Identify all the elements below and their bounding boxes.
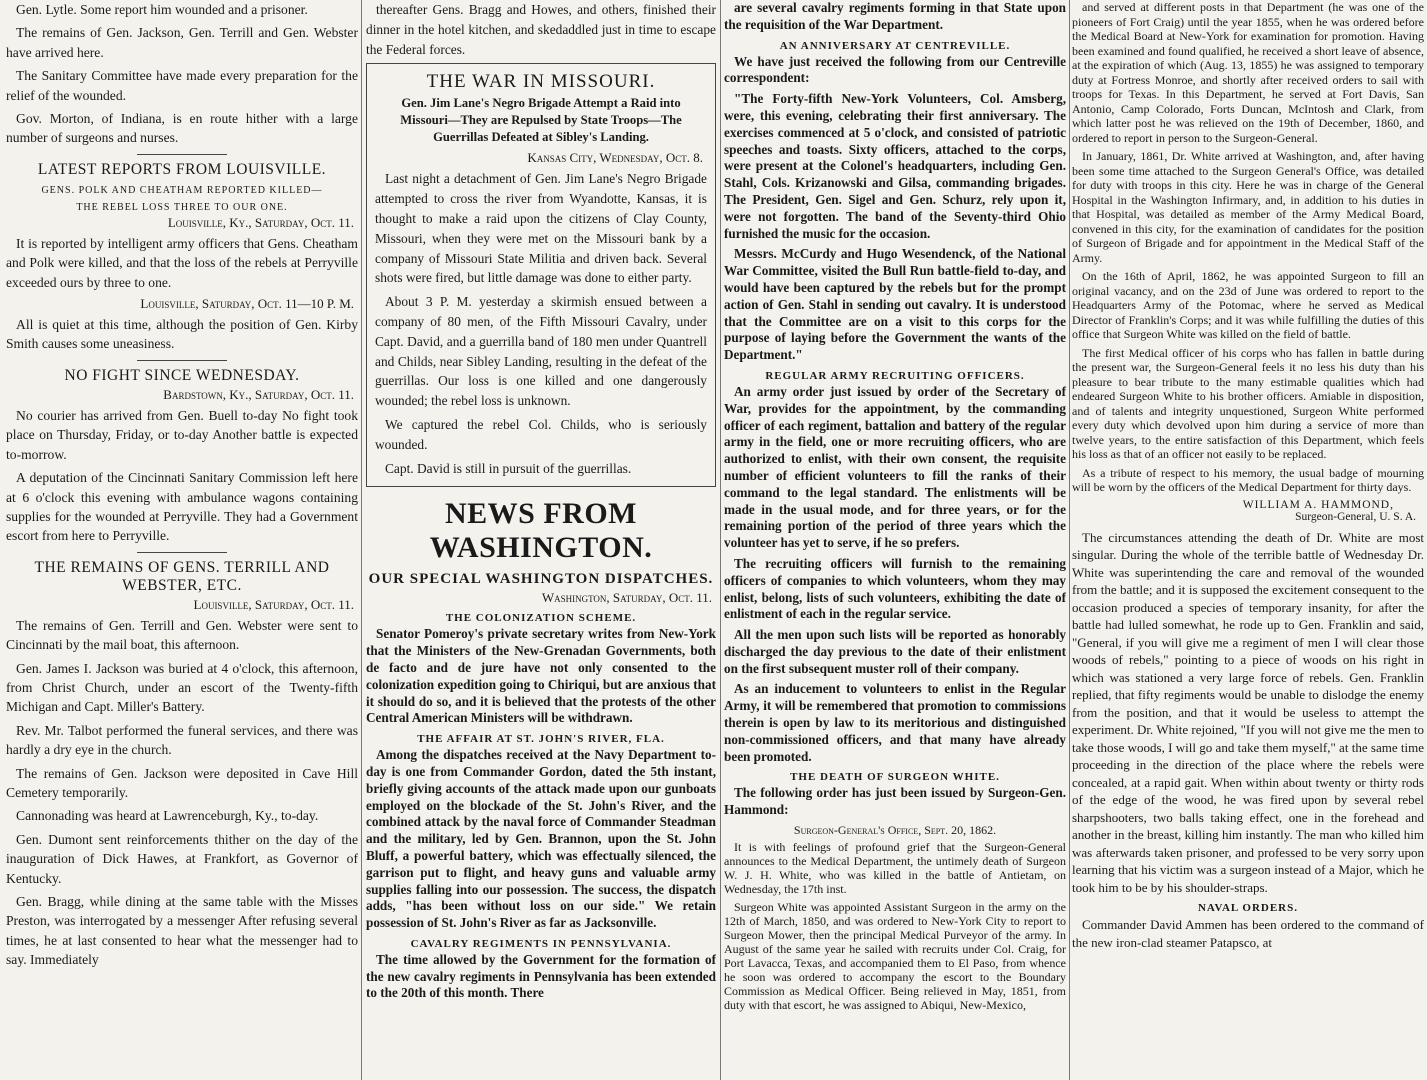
paragraph: Capt. David is still in pursuit of the guerrillas. [385,460,632,476]
paragraph: are several cavalry regiments forming in that State upon the requisition of the War Department. [724,0,1066,32]
paragraph: Messrs. McCurdy and Hugo Wesendenck, of the National War Committee, visited the Bull Run battle-field to-day, and would have been captured by the rebels but for the prompt action of Gen. Stahl in sending out cavalry. It is understood that the Committee are on a visit to this corps for the purpose of laying before the Government the wants of the Department." [724,246,1066,363]
paragraph: An army order just issued by order of the Secretary of War, provides for the appointment, by the commanding officer of each regiment, battalion and battery of the regular army in the field, one or more recruiting officers, who are authorized to enlist, with their own consent, the requisite number of efficient volunteers to fill the ranks of their command to the legal standard. The enlistments will be made in the usual mode, and for three years, or for the remaining portion of the period of three years which the volunteer has yet to serve, if he so prefers. [724,383,1066,551]
paragraph: Gov. Morton, of Indiana, is en route hither with a large number of surgeons and nurses. [6,111,358,146]
column-2 [366,0,716,1080]
paragraph: On the 16th of April, 1862, he was appointed Surgeon to fill an original vacancy, and on the 23d of June was ordered to report to the Headquarters Army of the Potomac, where he served as Medical Director of Franklin's Corps; and it was while fulfilling the duties of this office that Surgeon White was killed on the field of battle. [1072,269,1424,341]
column-rule [361,0,362,1080]
subhead-special-dispatches: OUR SPECIAL WASHINGTON DISPATCHES. [368,571,714,588]
divider [137,154,227,155]
paragraph: In January, 1861, Dr. White arrived at Washington, and, after having been some time attached to the Surgeon General's Office, was detailed for duty with troops in this city. Here he was in charge of the General Hospital in the Washington Infirmary, and, in addition to his duties in that Hospital, was detailed as member of the Army Medical Board, convened in this city, for the examination of candidates for the position of Surgeon of Brigade and for appointment in the Medical Staff of the Army. [1072,149,1424,265]
paragraph: Cannonading was heard at Lawrenceburgh, Ky., to-day. [16,808,319,824]
paragraph: We have just received the following from our Centreville correspondent: [724,53,1066,86]
dateline: Washington, Saturday, Oct. 11. [541,590,712,606]
headline-war-in-missouri: THE WAR IN MISSOURI. [426,71,656,93]
paragraph: Gen. Dumont sent reinforcements thither on the day of the inauguration of Dick Hawes, at Frankfort, as Governor of Kentucky. [6,831,358,886]
subhead-anniversary: AN ANNIVERSARY AT CENTREVILLE. [779,39,1011,52]
subhead: GENS. POLK AND CHEATHAM REPORTED KILLED— [41,184,323,196]
paragraph: As an inducement to volunteers to enlist in the Regular Army, it will be remembered that promotion to commissions therein is open by law to its meritorious and distinguished non-commissioned officers, and that many have already been promoted. [724,681,1066,764]
dateline: Louisville, Saturday, Oct. 11—10 P. M. [140,296,354,312]
paragraph: The recruiting officers will furnish to the remaining officers of companies to which volunteers, whom they may enlist, belong, lists of such volunteers, exhibiting the date of enlistment of each in the regular service. [724,555,1066,622]
subhead-deck: Gen. Jim Lane's Negro Brigade Attempt a Raid into Missouri—They are Repulsed by State Troops—The Guerrillas Defeated at Sibley's Landing. [400,96,682,145]
column-4 [1072,0,1424,1080]
paragraph: It is with feelings of profound grief that the Surgeon-General announces to the Medical Department, the untimely death of Surgeon W. J. H. White, who was killed in the battle of Antietam, on Wednesday, the 17th inst. [724,840,1066,897]
paragraph: A deputation of the Cincinnati Sanitary Commission left here at 6 o'clock this evening with ambulance wagons containing supplies for the wounded at Perryville. They had a Government escort from here to Perryville. [6,470,358,544]
paragraph: "The Forty-fifth New-York Volunteers, Col. Amsberg, were, this evening, celebrating their first anniversary. The exercises commenced at 5 o'clock, and consisted of patriotic speeches and toasts. Sixty officers, attached to the corps, were present at the Colonel's headquarters, including Gen. Stahl, Cols. Krizanowski and Gilsa, commanding brigades. The President, Gen. Sigel and Gen. Schurz, rely upon it, were not forgotten. The band of the Seventy-third Ohio furnished the music for the occasion. [724,91,1066,241]
paragraph: The remains of Gen. Jackson were deposited in Cave Hill Cemetery temporarily. [6,765,358,800]
headline-news-from-washington: NEWS FROM WASHINGTON. [429,497,653,565]
missouri-article-box [366,63,716,487]
subhead-naval-orders: NAVAL ORDERS. [1197,902,1298,914]
paragraph: Surgeon White was appointed Assistant Surgeon in the army on the 12th of March, 1850, and was ordered to New-York City to report to Surgeon Mower, then the principal Medical Purveyor of the army. In August of the same year he sailed with recruits under Col. Craig, for Port Lavacca, Texas, and accompanied them to El Paso, from whence he soon was ordered to accompany the escort to the Boundary Commission as Medical Officer. Being relieved in May, 1851, from duty with that escort, he was assigned to Abiqui, New-Mexico, [724,900,1066,1013]
divider [137,360,227,361]
paragraph: Senator Pomeroy's private secretary writes from New-York that the Ministers of the New-Grenadan Governments, both de facto and de jure have not only consented to the colonization expedition going to Chiriqui, but are anxious that it should do so, and it is believed that the protests of the other Central American Ministers will be withdrawn. [366,626,716,726]
paragraph: About 3 P. M. yesterday a skirmish ensued between a company of 80 men, of the Fifth Missouri Cavalry, under Capt. David, and a guerrilla band of 180 men under Quantrell and Childs, near Sibley Landing, resulting in the defeat of the guerrillas. Our loss is one killed and one dangerously wounded; the rebel loss is unknown. [375,294,707,409]
paragraph: Gen. James I. Jackson was buried at 4 o'clock, this afternoon, from Christ Church, under an escort of the Twenty-fifth Michigan and Capt. Miller's Battery. [6,660,358,715]
paragraph: Commander David Ammen has been ordered to the command of the new iron-clad steamer Patapsco, at [1072,917,1424,950]
column-rule [1069,0,1070,1080]
dateline: Louisville, Saturday, Oct. 11. [193,596,354,612]
dateline: Kansas City, Wednesday, Oct. 8. [527,150,703,166]
column-3 [724,0,1066,1080]
paragraph: Last night a detachment of Gen. Jim Lane's Negro Brigade attempted to cross the river from Wyandotte, Kansas, it is thought to make a raid upon the citizens of Clay County, Missouri, when they were met on the Missouri bank by a company of Missouri State Militia and driven back. Several shots were fired, but little damage was done to either party. [375,171,707,286]
signature-name: WILLIAM A. HAMMOND, [1242,498,1394,511]
signature-title: Surgeon-General, U. S. A. [1295,510,1416,523]
headline-remains: THE REMAINS OF GENS. TERRILL AND WEBSTER, ETC. [34,558,330,594]
paragraph: Gen. Bragg, while dining at the same table with the Misses Preston, was interrogated by a messenger After refusing several times, he at last consented to hear what the messenger had to say. Immediately [6,894,358,968]
subhead-cavalry: CAVALRY REGIMENTS IN PENNSYLVANIA. [410,937,672,950]
paragraph: thereafter Gens. Bragg and Howes, and others, finished their dinner in the hotel kitchen, and skedaddled just in time to escape the Federal forces. [366,2,716,57]
paragraph: and served at different posts in that Department (he was one of the pioneers of Fort Craig) until the year 1855, when he was ordered before the Medical Board at New-York for examination for promotion. Having been examined and found qualified, he received a short leave of absence, at the expiration of which (Aug. 13, 1855) he was assigned to temporary duty at Fortress Monroe, and shortly after received orders to sail with troops for Texas. In this Department, he served at Fort Davis, San Antonio, Camp Colorado, Forts Duncan, McIntosh and Clark, from which latter post he was relieved on the 19th of December, 1860, and ordered to report in person to the Surgeon-General. [1072,0,1424,145]
dateline: Louisville, Ky., Saturday, Oct. 11. [167,214,354,230]
paragraph: Rev. Mr. Talbot performed the funeral services, and there was hardly a dry eye in the church. [6,722,358,758]
paragraph: No courier has arrived from Gen. Buell to-day No fight took place on Thursday, Friday, or to-day Another battle is expected to-morrow. [6,407,358,462]
column-rule [720,0,721,1080]
column-1 [6,0,358,1080]
subhead-recruiting: REGULAR ARMY RECRUITING OFFICERS. [765,369,1025,382]
paragraph: The following order has just been issued by Surgeon-Gen. Hammond: [724,785,1066,818]
paragraph: The circumstances attending the death of Dr. White are most singular. During the whole of the terrible battle of Wednesday Dr. White was superintending the care and removal of the wounded from the battle; and it is supposed the excitement consequent to the occasion produced a species of temporary insanity, for after the battle had lulled somewhat, he rode up to Gen. Franklin and said, "General, if you will give me a regiment of men I will clear those woods of rebels," pointing to a piece of woods on his right in which was stationed a very large force of rebels. Gen. Franklin replied, that fifty regiments would be unable to dislodge the enemy from the position, and that it would be useless to attempt the experiment. Dr. White rejoined, "If you will not give me the men to take those woods, I will go and take them myself," at the same time proceeding in the direction of the place where the rebels were concealed, at a rapid gait. When within about twenty or thirty rods of the edge of the wood, he was fired upon by several rebel sharpshooters, two balls taking effect, one in the forehead and another in the breast, killing him instantly. The man who killed him was afterwards taken prisoner, and professed to be very sorry upon learning that his victim was a surgeon instead of a Major, which he took him to be by his shoulder-straps. [1072,529,1424,895]
divider [137,552,227,553]
paragraph: It is reported by intelligent army officers that Gens. Cheatham and Polk were killed, and that the loss of the rebels at Perryville exceeded ours by three to one. [6,235,358,290]
paragraph: The remains of Gen. Terrill and Gen. Webster were sent to Cincinnati by the mail boat, this afternoon. [6,617,358,653]
subhead-st-johns-river: THE AFFAIR AT ST. JOHN'S RIVER, FLA. [417,733,665,746]
office-line: Surgeon-General's Office, Sept. 20, 1862. [793,823,997,838]
subhead-death-of-surgeon: THE DEATH OF SURGEON WHITE. [790,771,1000,784]
paragraph: All the men upon such lists will be reported as honorably discharged the day previous to the date of their enlistment on the first subsequent muster roll of their company. [724,627,1066,676]
paragraph: We captured the rebel Col. Childs, who is seriously wounded. [375,416,707,452]
subhead: THE REBEL LOSS THREE TO OUR ONE. [76,201,288,213]
headline-latest-reports: LATEST REPORTS FROM LOUISVILLE. [37,160,327,178]
paragraph: The Sanitary Committee have made every preparation for the relief of the wounded. [6,68,358,103]
headline-no-fight: NO FIGHT SINCE WEDNESDAY. [64,366,300,384]
paragraph: Gen. Lytle. Some report him wounded and a prisoner. [16,2,308,17]
paragraph: The first Medical officer of his corps who has fallen in battle during the present war, the Surgeon-General feels it no less his duty than his pleasure to bear tribute to the many estimable qualities which had endeared Surgeon White to his brother officers. Amiable in disposition, and of talents and integrity unquestioned, Surgeon White performed every duty which devolved upon him during a service of more than twelve years, to the entire satisfaction of this Department, which feels his loss as that of an officer not easily to be replaced. [1072,345,1424,461]
subhead-colonization: THE COLONIZATION SCHEME. [445,612,637,625]
dateline: Bardstown, Ky., Saturday, Oct. 11. [163,386,354,402]
paragraph: As a tribute of respect to his memory, the usual badge of mourning will be worn by the officers of the Medical Department for thirty days. [1072,465,1424,494]
paragraph: All is quiet at this time, although the position of Gen. Kirby Smith causes some uneasiness. [6,317,358,352]
paragraph: Among the dispatches received at the Navy Department to-day is one from Commander Gordon, dated the 5th instant, briefly giving accounts of the attack made upon our gunboats employed on the blockade of the St. John's River, and the combined attack by the naval force of Commander Steadman and the military, led by Gen. Brannon, upon the St. John Bluff, a powerful battery, which was effectually silenced, the garrison put to flight, and heavy guns and valuable army supplies falling into our possession. The success, the dispatch adds, "has been without loss on our side." We retain possession of St. John's River as far as Jacksonville. [366,747,716,931]
paragraph: The remains of Gen. Jackson, Gen. Terrill and Gen. Webster have arrived here. [6,25,358,60]
paragraph: The time allowed by the Government for the formation of the new cavalry regiments in Pennsylvania has been extended to the 20th of this month. There [366,951,716,1001]
